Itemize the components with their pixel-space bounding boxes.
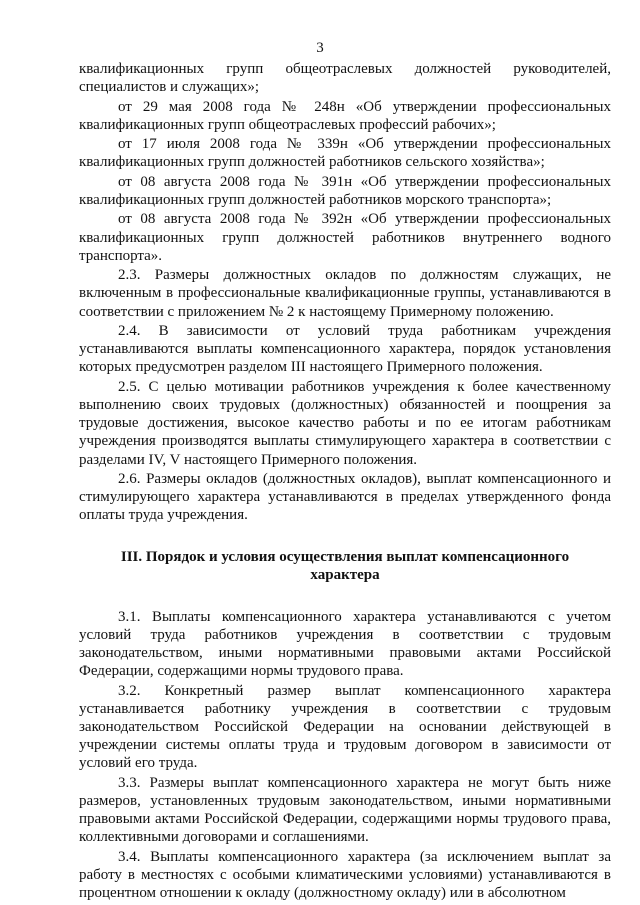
paragraph-3-1: 3.1. Выплаты компенсационного характера устанавливаются с учетом условий труда работников учреждения в соответствии с трудовым законодательством, иными нормативными правовыми актами Российской Федерации, содержащими нормы трудового права. [79,608,611,680]
page-number: 3 [316,40,324,56]
paragraph-3-2: 3.2. Конкретный размер выплат компенсационного характера устанавливается работнику учреждения в соответствии с трудовым законодательством Российской Федерации на основании действующей в учреждении системы оплаты труда и трудовым договором в зависимости от условий его труда. [79,682,611,772]
paragraph-3-3: 3.3. Размеры выплат компенсационного характера не могут быть ниже размеров, установленных трудовым законодательством, иными нормативными правовыми актами Российской Федерации, содержащими нормы трудового права, коллективными договорами и соглашениями. [79,774,611,846]
document-body [79,60,611,904]
paragraph-order-391n: от 08 августа 2008 года № 391н «Об утверждении профессиональных квалификационных групп должностей работников морского транспорта»; [79,173,611,208]
paragraph-2-4: 2.4. В зависимости от условий труда работникам учреждения устанавливаются выплаты компенсационного характера, порядок установления которых предусмотрен разделом III настоящего Примерного положения. [79,322,611,376]
paragraph-2-5: 2.5. С целью мотивации работников учреждения к более качественному выполнению своих трудовых (должностных) обязанностей и поощрения за трудовые достижения, высокое качество работы и по ее итогам работникам учреждения производятся выплаты стимулирующего характера в соответствии с разделами IV, V настоящего Примерного положения. [79,378,611,468]
paragraph-continuation: квалификационных групп общеотраслевых должностей руководителей, специалистов и служащих»; [79,61,611,96]
paragraph-order-339n: от 17 июля 2008 года № 339н «Об утверждении профессиональных квалификационных групп должностей работников сельского хозяйства»; [79,136,611,171]
section-heading: III. Порядок и условия осуществления выплат компенсационного характера [120,548,570,583]
paragraph-3-4: 3.4. Выплаты компенсационного характера (за исключением выплат за работу в местностях с особыми климатическими условиями) устанавливаются в процентном отношении к окладу (должностному окладу) или в абсолютном [79,848,611,902]
paragraph-order-392n: от 08 августа 2008 года № 392н «Об утверждении профессиональных квалификационных групп должностей работников внутреннего водного транспорта». [79,211,611,264]
paragraph-2-3: 2.3. Размеры должностных окладов по должностям служащих, не включенным в профессиональные квалификационные группы, устанавливаются в соответствии с приложением № 2 к настоящему Примерному положению. [79,267,611,320]
paragraph-2-6: 2.6. Размеры окладов (должностных окладов), выплат компенсационного и стимулирующего характера устанавливаются в пределах утвержденного фонда оплаты труда учреждения. [79,470,611,524]
paragraph-order-248n: от 29 мая 2008 года № 248н «Об утверждении профессиональных квалификационных групп общеотраслевых профессий рабочих»; [79,98,611,133]
